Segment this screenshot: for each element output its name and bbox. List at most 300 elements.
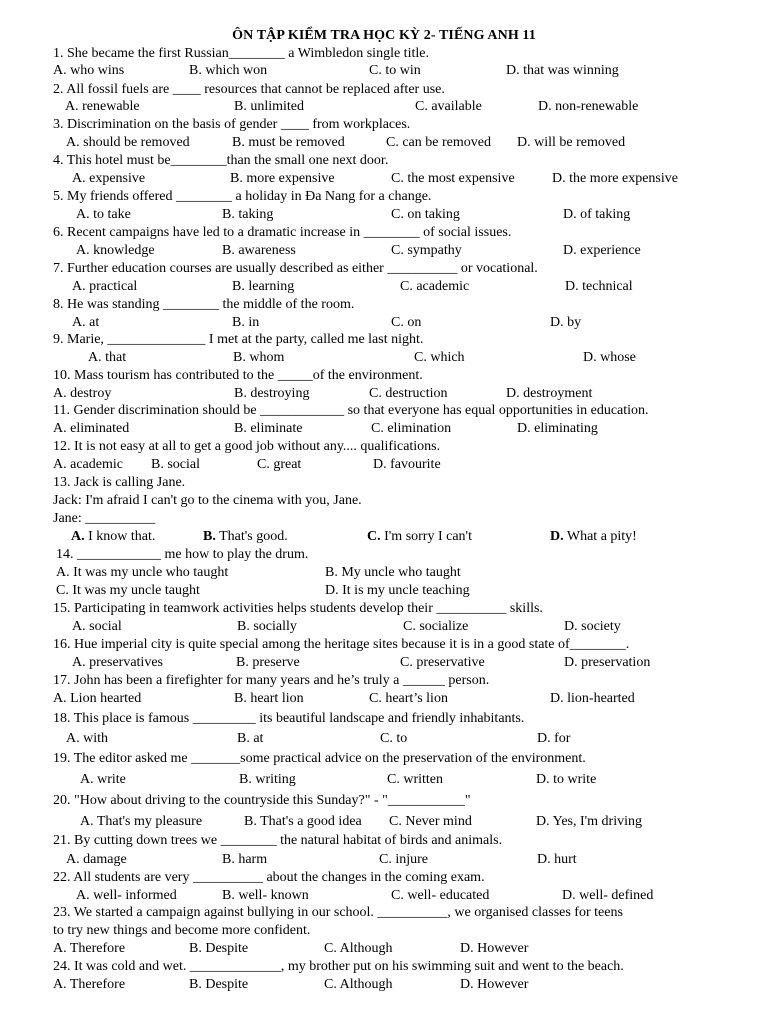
option-text: Lion hearted <box>70 691 142 706</box>
option-letter: B. <box>222 243 235 258</box>
question-22-option-d <box>562 887 653 905</box>
option-letter: B. <box>222 207 235 222</box>
question-20-option-d <box>536 813 642 831</box>
option-text: That's my pleasure <box>96 814 203 829</box>
option-letter: A. <box>80 772 94 787</box>
option-text: I know that. <box>88 529 156 544</box>
question-4-text: 4. This hotel must be________than the small one next door. <box>53 153 389 168</box>
question-15-option-c <box>403 618 468 636</box>
option-text: available <box>431 99 482 114</box>
option-letter: B. <box>236 655 249 670</box>
option-text: on <box>407 315 422 330</box>
question-20-option-a <box>80 813 202 831</box>
question-19-option-d <box>536 771 596 789</box>
option-letter: B. <box>232 135 245 150</box>
option-text: harm <box>238 852 268 867</box>
option-text: That's a good idea <box>260 814 362 829</box>
question-6-option-a <box>76 242 155 260</box>
question-16-option-b <box>236 654 300 672</box>
option-text: that <box>105 350 127 365</box>
option-letter: C. <box>257 457 270 472</box>
question-2-option-d <box>538 98 638 116</box>
question-10-option-a <box>53 385 111 403</box>
option-text: injure <box>395 852 428 867</box>
option-letter: A. <box>56 565 70 580</box>
question-9-option-a <box>88 349 126 367</box>
question-20-option-c <box>389 813 472 831</box>
option-text: expensive <box>89 171 146 186</box>
question-9-option-d <box>583 349 636 367</box>
page-title: ÔN TẬP KIỂM TRA HỌC KỲ 2- TIẾNG ANH 11 <box>232 28 536 43</box>
question-21-option-d <box>537 851 577 869</box>
question-23-option-a <box>53 940 125 958</box>
question-16-option-d <box>564 654 650 672</box>
option-text: at <box>89 315 100 330</box>
question-15-text: 15. Participating in teamwork activities helps students develop their __________ skills. <box>53 601 543 616</box>
option-text: on taking <box>407 207 460 222</box>
question-13-option-d <box>550 528 637 546</box>
question-2-option-a <box>65 98 140 116</box>
option-text: Therefore <box>69 977 126 992</box>
option-text: to <box>396 731 408 746</box>
question-2-option-b <box>234 98 304 116</box>
question-13-option-a <box>71 528 155 546</box>
option-text: socialize <box>419 619 469 634</box>
question-15-option-d <box>564 618 621 636</box>
option-text: the most expensive <box>407 171 515 186</box>
option-letter: D. <box>564 655 578 670</box>
option-text: academic <box>70 457 123 472</box>
option-letter: A. <box>53 386 67 401</box>
question-15-option-a <box>72 618 122 636</box>
question-17-option-c <box>369 690 448 708</box>
option-letter: B. <box>232 315 245 330</box>
option-text: heart’s lion <box>385 691 448 706</box>
option-text: elimination <box>387 421 452 436</box>
option-letter: A. <box>88 350 102 365</box>
option-letter: B. <box>203 529 216 544</box>
option-text: who wins <box>70 63 125 78</box>
option-letter: B. <box>222 888 235 903</box>
question-1-option-a <box>53 62 124 80</box>
option-text: more expensive <box>246 171 335 186</box>
question-22-option-c <box>391 887 489 905</box>
option-text: sympathy <box>407 243 462 258</box>
option-text: Despite <box>205 977 249 992</box>
question-19-text: 19. The editor asked me _______some practical advice on the preservation of the environment. <box>53 751 586 766</box>
question-2-text: 2. All fossil fuels are ____ resources that cannot be replaced after use. <box>53 82 445 97</box>
option-letter: D. <box>506 386 520 401</box>
option-text: preservative <box>416 655 485 670</box>
question-18-text: 18. This place is famous _________ its beautiful landscape and friendly inhabitants. <box>53 711 525 726</box>
question-19-option-a <box>80 771 126 789</box>
option-text: preservation <box>581 655 651 670</box>
option-text: whom <box>249 350 285 365</box>
option-text: writing <box>255 772 296 787</box>
question-11-option-a <box>53 420 129 438</box>
question-15-option-b <box>237 618 297 636</box>
option-letter: C. <box>369 63 382 78</box>
option-letter: B. <box>189 977 202 992</box>
option-text: whose <box>600 350 636 365</box>
question-20-option-b <box>244 813 362 831</box>
question-14-option-a <box>56 564 228 582</box>
option-text: great <box>273 457 302 472</box>
option-text: Therefore <box>69 941 126 956</box>
option-letter: D. <box>517 135 531 150</box>
option-text: destroyment <box>523 386 593 401</box>
option-text: favourite <box>390 457 441 472</box>
question-13-text: Jane: __________ <box>53 511 156 526</box>
option-letter: C. <box>387 772 400 787</box>
option-text: eliminating <box>534 421 598 436</box>
option-letter: C. <box>386 135 399 150</box>
question-13-option-b <box>203 528 288 546</box>
question-12-text: 12. It is not easy at all to get a good job without any.... qualifications. <box>53 439 441 454</box>
option-text: for <box>554 731 571 746</box>
option-text: preserve <box>252 655 300 670</box>
option-text: Never mind <box>405 814 472 829</box>
option-letter: A. <box>66 852 80 867</box>
question-9-option-b <box>233 349 284 367</box>
option-letter: D. <box>537 731 551 746</box>
option-letter: B. <box>189 63 202 78</box>
option-text: Although <box>339 941 393 956</box>
option-letter: D. <box>564 619 578 634</box>
option-letter: B. <box>222 852 235 867</box>
option-letter: D. <box>565 279 579 294</box>
option-letter: D. <box>536 772 550 787</box>
question-3-option-c <box>386 134 491 152</box>
question-17-text: 17. John has been a firefighter for many years and he’s truly a ______ person. <box>53 673 490 688</box>
option-text: awareness <box>238 243 296 258</box>
option-letter: A. <box>53 457 67 472</box>
question-16-text: 16. Hue imperial city is quite special among the heritage sites because it is in a good state of________. <box>53 637 630 652</box>
question-6-text: 6. Recent campaigns have led to a dramatic increase in ________ of social issues. <box>53 225 512 240</box>
option-letter: A. <box>72 655 86 670</box>
option-text: well- educated <box>407 888 490 903</box>
question-18-option-a <box>66 730 108 748</box>
question-8-option-b <box>232 314 259 332</box>
option-text: damage <box>83 852 127 867</box>
option-letter: A. <box>72 315 86 330</box>
option-text: experience <box>580 243 641 258</box>
question-10-text: 10. Mass tourism has contributed to the _____of the environment. <box>53 368 423 383</box>
question-23-text: 23. We started a campaign against bullying in our school. __________, we organised classes for teens <box>53 905 623 920</box>
question-24-option-c <box>324 976 392 994</box>
option-letter: A. <box>66 135 80 150</box>
option-text: academic <box>416 279 470 294</box>
option-letter: D. <box>538 99 552 114</box>
question-11-option-b <box>234 420 302 438</box>
option-text: which <box>430 350 465 365</box>
option-text: What a pity! <box>566 529 637 544</box>
question-17-option-b <box>234 690 304 708</box>
option-text: of taking <box>580 207 631 222</box>
question-3-text: 3. Discrimination on the basis of gender ____ from workplaces. <box>53 117 411 132</box>
option-letter: A. <box>71 529 85 544</box>
question-19-option-b <box>239 771 296 789</box>
option-text: heart lion <box>250 691 304 706</box>
option-text: the more expensive <box>569 171 678 186</box>
question-20-text: 20. "How about driving to the countryside this Sunday?" - "___________" <box>53 793 471 808</box>
question-24-text: 24. It was cold and wet. _____________, my brother put on his swimming suit and went to the beach. <box>53 959 624 974</box>
option-text: Despite <box>205 941 249 956</box>
question-7-option-d <box>565 278 633 296</box>
option-letter: D. <box>460 941 474 956</box>
question-10-option-c <box>369 385 448 403</box>
option-text: It was my uncle who taught <box>73 565 229 580</box>
option-letter: D. <box>562 888 576 903</box>
option-text: My uncle who taught <box>341 565 461 580</box>
option-letter: B. <box>325 565 338 580</box>
option-letter: D. <box>325 583 339 598</box>
option-text: should be removed <box>83 135 190 150</box>
question-14-text: 14. ____________ me how to play the drum. <box>56 547 309 562</box>
option-text: Yes, I'm driving <box>552 814 642 829</box>
question-3-option-d <box>517 134 625 152</box>
question-17-option-d <box>550 690 635 708</box>
question-5-option-c <box>391 206 460 224</box>
option-text: taking <box>238 207 274 222</box>
option-text: Although <box>339 977 393 992</box>
option-letter: C. <box>369 691 382 706</box>
question-18-option-c <box>380 730 407 748</box>
option-letter: D. <box>563 243 577 258</box>
question-12-option-b <box>151 456 200 474</box>
option-text: well- defined <box>579 888 654 903</box>
question-23-option-c <box>324 940 392 958</box>
question-1-text: 1. She became the first Russian________ a Wimbledon single title. <box>53 46 429 61</box>
question-9-text: 9. Marie, ______________ I met at the party, called me last night. <box>53 332 424 347</box>
option-text: It is my uncle teaching <box>342 583 470 598</box>
question-23-option-d <box>460 940 528 958</box>
question-12-option-d <box>373 456 441 474</box>
option-text: preservatives <box>89 655 163 670</box>
question-5-option-b <box>222 206 273 224</box>
option-text: learning <box>248 279 295 294</box>
option-letter: C. <box>380 731 393 746</box>
option-letter: A. <box>53 977 67 992</box>
question-3-option-a <box>66 134 190 152</box>
option-text: destruction <box>385 386 448 401</box>
question-7-option-c <box>400 278 469 296</box>
option-letter: D. <box>583 350 597 365</box>
option-text: knowledge <box>93 243 155 258</box>
option-text: destroying <box>250 386 310 401</box>
question-23-text: to try new things and become more confident. <box>53 923 311 938</box>
question-7-text: 7. Further education courses are usually described as either __________ or vocational. <box>53 261 538 276</box>
option-text: technical <box>582 279 633 294</box>
option-letter: C. <box>414 350 427 365</box>
option-text: destroy <box>70 386 112 401</box>
question-9-option-c <box>414 349 465 367</box>
question-13-text: 13. Jack is calling Jane. <box>53 475 186 490</box>
option-text: write <box>97 772 126 787</box>
option-letter: A. <box>53 63 67 78</box>
option-letter: B. <box>237 619 250 634</box>
option-text: which won <box>205 63 268 78</box>
question-8-option-a <box>72 314 99 332</box>
option-text: to write <box>553 772 597 787</box>
question-24-option-d <box>460 976 528 994</box>
question-11-text: 11. Gender discrimination should be ____________ so that everyone has equal opportunities in education. <box>53 403 649 418</box>
option-letter: C. <box>391 207 404 222</box>
option-text: well- known <box>238 888 309 903</box>
question-8-option-d <box>550 314 581 332</box>
option-letter: B. <box>234 99 247 114</box>
option-text: must be removed <box>248 135 345 150</box>
question-1-option-d <box>506 62 619 80</box>
option-letter: C. <box>415 99 428 114</box>
option-text: with <box>83 731 109 746</box>
option-letter: C. <box>403 619 416 634</box>
question-5-option-d <box>563 206 630 224</box>
question-4-option-b <box>230 170 335 188</box>
option-text: non-renewable <box>555 99 639 114</box>
option-letter: C. <box>391 888 404 903</box>
option-letter: C. <box>391 315 404 330</box>
question-6-option-b <box>222 242 296 260</box>
option-letter: A. <box>66 731 80 746</box>
question-18-option-b <box>237 730 263 748</box>
question-22-option-b <box>222 887 309 905</box>
question-24-option-b <box>189 976 248 994</box>
question-1-option-b <box>189 62 267 80</box>
option-letter: D. <box>563 207 577 222</box>
option-text: renewable <box>82 99 140 114</box>
question-6-option-d <box>563 242 641 260</box>
question-5-option-a <box>76 206 131 224</box>
question-19-option-c <box>387 771 443 789</box>
option-letter: B. <box>232 279 245 294</box>
question-10-option-b <box>234 385 309 403</box>
option-letter: D. <box>536 814 550 829</box>
option-text: in <box>248 315 260 330</box>
option-letter: B. <box>234 421 247 436</box>
question-13-option-c <box>367 528 472 546</box>
option-letter: B. <box>233 350 246 365</box>
question-21-option-a <box>66 851 127 869</box>
option-letter: C. <box>389 814 402 829</box>
question-8-option-c <box>391 314 421 332</box>
option-letter: B. <box>151 457 164 472</box>
question-24-option-a <box>53 976 125 994</box>
option-letter: C. <box>56 583 69 598</box>
option-letter: D. <box>550 529 564 544</box>
option-letter: C. <box>379 852 392 867</box>
option-text: It was my uncle taught <box>72 583 200 598</box>
option-letter: C. <box>400 279 413 294</box>
option-text: social <box>167 457 200 472</box>
option-letter: B. <box>237 731 250 746</box>
question-4-option-d <box>552 170 678 188</box>
option-letter: A. <box>72 279 86 294</box>
option-letter: C. <box>371 421 384 436</box>
option-text: That's good. <box>219 529 288 544</box>
question-1-option-c <box>369 62 421 80</box>
question-11-option-c <box>371 420 451 438</box>
option-letter: C. <box>367 529 381 544</box>
option-text: social <box>89 619 122 634</box>
option-letter: D. <box>550 691 564 706</box>
option-letter: D. <box>373 457 387 472</box>
question-7-option-a <box>72 278 137 296</box>
question-11-option-d <box>517 420 598 438</box>
question-12-option-a <box>53 456 123 474</box>
question-17-option-a <box>53 690 141 708</box>
question-22-text: 22. All students are very __________ about the changes in the coming exam. <box>53 870 485 885</box>
question-23-option-b <box>189 940 248 958</box>
option-text: However <box>477 977 529 992</box>
option-text: well- informed <box>93 888 177 903</box>
question-22-option-a <box>76 887 177 905</box>
question-7-option-b <box>232 278 294 296</box>
option-letter: A. <box>76 207 90 222</box>
question-4-option-c <box>391 170 515 188</box>
question-12-option-c <box>257 456 301 474</box>
question-13-text: Jack: I'm afraid I can't go to the cinema with you, Jane. <box>53 493 362 508</box>
question-2-option-c <box>415 98 482 116</box>
option-text: by <box>567 315 582 330</box>
option-letter: A. <box>53 691 67 706</box>
option-letter: A. <box>76 888 90 903</box>
option-text: at <box>253 731 264 746</box>
option-text: society <box>581 619 621 634</box>
option-letter: D. <box>550 315 564 330</box>
question-14-option-c <box>56 582 200 600</box>
option-letter: B. <box>244 814 257 829</box>
option-text: unlimited <box>250 99 305 114</box>
question-21-option-c <box>379 851 428 869</box>
option-text: written <box>403 772 443 787</box>
option-letter: C. <box>324 941 337 956</box>
option-text: practical <box>89 279 138 294</box>
option-letter: D. <box>552 171 566 186</box>
option-text: However <box>477 941 529 956</box>
option-text: will be removed <box>534 135 626 150</box>
option-letter: C. <box>369 386 382 401</box>
question-6-option-c <box>391 242 462 260</box>
option-letter: C. <box>391 243 404 258</box>
option-text: that was winning <box>523 63 619 78</box>
option-letter: B. <box>189 941 202 956</box>
option-text: to take <box>93 207 131 222</box>
option-text: hurt <box>554 852 577 867</box>
option-letter: B. <box>234 691 247 706</box>
option-letter: B. <box>234 386 247 401</box>
option-letter: D. <box>517 421 531 436</box>
question-18-option-d <box>537 730 570 748</box>
question-16-option-c <box>400 654 485 672</box>
option-text: to win <box>385 63 421 78</box>
option-text: eliminated <box>70 421 130 436</box>
option-letter: C. <box>391 171 404 186</box>
question-4-option-a <box>72 170 145 188</box>
option-letter: A. <box>65 99 79 114</box>
question-14-option-d <box>325 582 470 600</box>
option-text: can be removed <box>402 135 491 150</box>
option-letter: D. <box>537 852 551 867</box>
option-text: socially <box>253 619 297 634</box>
option-text: I'm sorry I can't <box>384 529 472 544</box>
question-21-text: 21. By cutting down trees we ________ the natural habitat of birds and animals. <box>53 833 503 848</box>
option-letter: A. <box>72 619 86 634</box>
option-text: eliminate <box>250 421 303 436</box>
option-text: lion-hearted <box>567 691 635 706</box>
question-14-option-b <box>325 564 461 582</box>
question-3-option-b <box>232 134 345 152</box>
